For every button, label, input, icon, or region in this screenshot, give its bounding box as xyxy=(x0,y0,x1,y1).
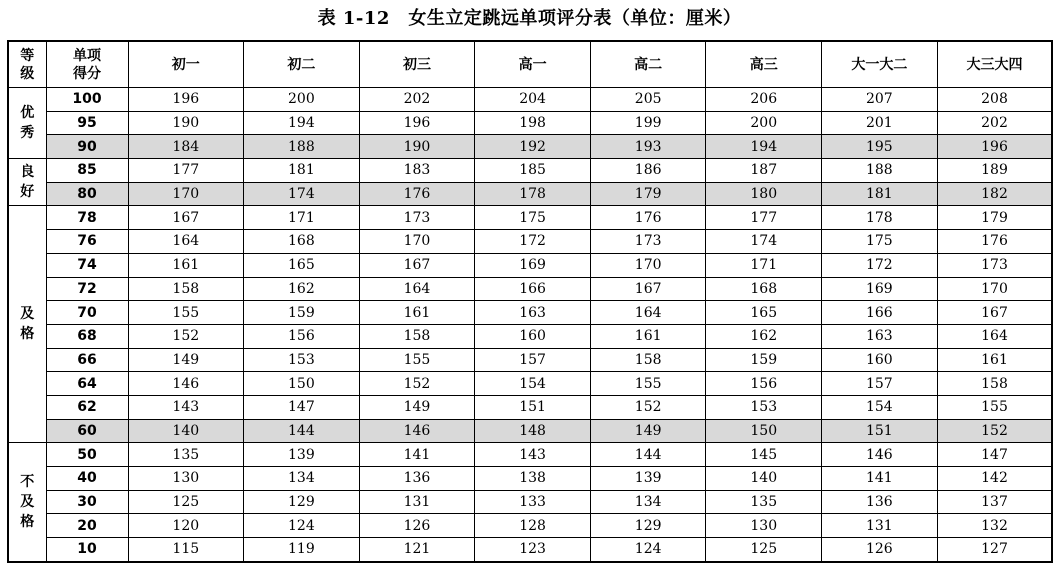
value-cell: 176 xyxy=(590,206,706,230)
score-cell: 76 xyxy=(46,230,128,254)
value-cell: 196 xyxy=(937,135,1052,159)
value-cell: 172 xyxy=(822,253,938,277)
value-cell: 198 xyxy=(475,111,591,135)
grade-cell xyxy=(8,159,46,206)
value-cell: 195 xyxy=(822,135,938,159)
value-cell: 202 xyxy=(937,111,1052,135)
value-cell: 202 xyxy=(359,88,475,112)
table-row xyxy=(8,348,1052,372)
value-cell: 160 xyxy=(822,348,938,372)
score-cell: 80 xyxy=(46,182,128,206)
value-cell: 207 xyxy=(822,88,938,112)
value-cell: 177 xyxy=(706,206,822,230)
value-cell: 167 xyxy=(128,206,244,230)
grade-char: 及 xyxy=(20,306,35,323)
grade-header-line: 等 xyxy=(20,47,35,64)
value-cell: 127 xyxy=(937,538,1052,562)
table-row xyxy=(8,324,1052,348)
value-cell: 148 xyxy=(475,419,591,443)
value-cell: 183 xyxy=(359,159,475,183)
value-cell: 164 xyxy=(937,324,1052,348)
value-cell: 174 xyxy=(706,230,822,254)
value-cell: 178 xyxy=(475,182,591,206)
scoring-table xyxy=(7,40,1053,563)
value-cell: 123 xyxy=(475,538,591,562)
score-cell: 72 xyxy=(46,277,128,301)
value-cell: 179 xyxy=(937,206,1052,230)
score-cell: 40 xyxy=(46,467,128,491)
value-cell: 152 xyxy=(590,395,706,419)
value-cell: 162 xyxy=(244,277,360,301)
value-cell: 184 xyxy=(128,135,244,159)
value-cell: 158 xyxy=(359,324,475,348)
value-cell: 156 xyxy=(706,372,822,396)
value-cell: 194 xyxy=(244,111,360,135)
table-row xyxy=(8,159,1052,183)
value-cell: 146 xyxy=(359,419,475,443)
value-cell: 146 xyxy=(128,372,244,396)
value-cell: 151 xyxy=(822,419,938,443)
value-cell: 134 xyxy=(244,467,360,491)
value-cell: 178 xyxy=(822,206,938,230)
grade-char: 优 xyxy=(20,105,35,122)
column-header: 初二 xyxy=(244,41,360,88)
column-header: 大一大二 xyxy=(822,41,938,88)
value-cell: 164 xyxy=(590,301,706,325)
value-cell: 124 xyxy=(244,514,360,538)
value-cell: 193 xyxy=(590,135,706,159)
value-cell: 149 xyxy=(590,419,706,443)
score-cell: 66 xyxy=(46,348,128,372)
value-cell: 168 xyxy=(706,277,822,301)
value-cell: 121 xyxy=(359,538,475,562)
score-cell: 20 xyxy=(46,514,128,538)
score-header xyxy=(46,41,128,88)
table-row xyxy=(8,467,1052,491)
grade-cell xyxy=(8,443,46,562)
value-cell: 190 xyxy=(128,111,244,135)
value-cell: 155 xyxy=(937,395,1052,419)
table-title: 表 1-12 女生立定跳远单项评分表（单位：厘米） xyxy=(317,8,742,29)
value-cell: 182 xyxy=(937,182,1052,206)
score-cell: 64 xyxy=(46,372,128,396)
value-cell: 179 xyxy=(590,182,706,206)
table-row xyxy=(8,135,1052,159)
value-cell: 170 xyxy=(128,182,244,206)
table-row xyxy=(8,514,1052,538)
grade-header xyxy=(8,41,46,88)
score-cell: 50 xyxy=(46,443,128,467)
value-cell: 167 xyxy=(359,253,475,277)
column-header: 初一 xyxy=(128,41,244,88)
value-cell: 141 xyxy=(822,467,938,491)
value-cell: 152 xyxy=(359,372,475,396)
value-cell: 150 xyxy=(706,419,822,443)
value-cell: 171 xyxy=(706,253,822,277)
value-cell: 158 xyxy=(590,348,706,372)
value-cell: 187 xyxy=(706,159,822,183)
value-cell: 177 xyxy=(128,159,244,183)
value-cell: 129 xyxy=(590,514,706,538)
value-cell: 129 xyxy=(244,490,360,514)
grade-char: 好 xyxy=(20,184,35,201)
value-cell: 161 xyxy=(937,348,1052,372)
score-cell: 10 xyxy=(46,538,128,562)
value-cell: 153 xyxy=(244,348,360,372)
value-cell: 146 xyxy=(822,443,938,467)
value-cell: 206 xyxy=(706,88,822,112)
value-cell: 176 xyxy=(937,230,1052,254)
value-cell: 130 xyxy=(706,514,822,538)
table-row xyxy=(8,419,1052,443)
value-cell: 158 xyxy=(937,372,1052,396)
value-cell: 132 xyxy=(937,514,1052,538)
value-cell: 140 xyxy=(706,467,822,491)
value-cell: 164 xyxy=(359,277,475,301)
value-cell: 154 xyxy=(822,395,938,419)
score-cell: 85 xyxy=(46,159,128,183)
table-row xyxy=(8,395,1052,419)
grade-char: 格 xyxy=(20,514,35,531)
value-cell: 159 xyxy=(244,301,360,325)
value-cell: 170 xyxy=(937,277,1052,301)
value-cell: 119 xyxy=(244,538,360,562)
value-cell: 141 xyxy=(359,443,475,467)
value-cell: 115 xyxy=(128,538,244,562)
value-cell: 173 xyxy=(590,230,706,254)
value-cell: 170 xyxy=(590,253,706,277)
value-cell: 173 xyxy=(937,253,1052,277)
score-cell: 95 xyxy=(46,111,128,135)
value-cell: 175 xyxy=(822,230,938,254)
score-header-line: 单项 xyxy=(73,47,101,64)
value-cell: 139 xyxy=(590,467,706,491)
score-cell: 62 xyxy=(46,395,128,419)
value-cell: 144 xyxy=(244,419,360,443)
value-cell: 181 xyxy=(244,159,360,183)
column-header: 高二 xyxy=(590,41,706,88)
value-cell: 173 xyxy=(359,206,475,230)
value-cell: 124 xyxy=(590,538,706,562)
value-cell: 176 xyxy=(359,182,475,206)
value-cell: 134 xyxy=(590,490,706,514)
value-cell: 156 xyxy=(244,324,360,348)
grade-header-line: 级 xyxy=(20,65,35,82)
column-header: 初三 xyxy=(359,41,475,88)
value-cell: 158 xyxy=(128,277,244,301)
value-cell: 149 xyxy=(359,395,475,419)
value-cell: 189 xyxy=(937,159,1052,183)
value-cell: 164 xyxy=(128,230,244,254)
table-body xyxy=(8,88,1052,562)
value-cell: 165 xyxy=(244,253,360,277)
value-cell: 145 xyxy=(706,443,822,467)
value-cell: 126 xyxy=(822,538,938,562)
value-cell: 186 xyxy=(590,159,706,183)
value-cell: 131 xyxy=(359,490,475,514)
score-cell: 30 xyxy=(46,490,128,514)
value-cell: 143 xyxy=(475,443,591,467)
value-cell: 167 xyxy=(937,301,1052,325)
value-cell: 205 xyxy=(590,88,706,112)
value-cell: 180 xyxy=(706,182,822,206)
value-cell: 137 xyxy=(937,490,1052,514)
table-row xyxy=(8,182,1052,206)
value-cell: 200 xyxy=(706,111,822,135)
value-cell: 171 xyxy=(244,206,360,230)
value-cell: 147 xyxy=(937,443,1052,467)
header-row xyxy=(8,41,1052,88)
value-cell: 181 xyxy=(822,182,938,206)
value-cell: 143 xyxy=(128,395,244,419)
value-cell: 161 xyxy=(359,301,475,325)
value-cell: 155 xyxy=(359,348,475,372)
score-header-line: 得分 xyxy=(73,65,101,82)
grade-char: 良 xyxy=(20,164,35,181)
value-cell: 155 xyxy=(590,372,706,396)
value-cell: 152 xyxy=(937,419,1052,443)
table-row xyxy=(8,88,1052,112)
table-row xyxy=(8,230,1052,254)
table-row xyxy=(8,206,1052,230)
value-cell: 135 xyxy=(706,490,822,514)
value-cell: 150 xyxy=(244,372,360,396)
value-cell: 130 xyxy=(128,467,244,491)
value-cell: 170 xyxy=(359,230,475,254)
value-cell: 125 xyxy=(128,490,244,514)
value-cell: 175 xyxy=(475,206,591,230)
table-row xyxy=(8,301,1052,325)
score-cell: 68 xyxy=(46,324,128,348)
table-row xyxy=(8,372,1052,396)
value-cell: 120 xyxy=(128,514,244,538)
value-cell: 172 xyxy=(475,230,591,254)
value-cell: 169 xyxy=(822,277,938,301)
value-cell: 166 xyxy=(822,301,938,325)
table-row xyxy=(8,277,1052,301)
value-cell: 155 xyxy=(128,301,244,325)
grade-char: 及 xyxy=(20,494,35,511)
value-cell: 161 xyxy=(128,253,244,277)
value-cell: 136 xyxy=(359,467,475,491)
grade-cell xyxy=(8,88,46,159)
value-cell: 149 xyxy=(128,348,244,372)
column-header: 高一 xyxy=(475,41,591,88)
value-cell: 190 xyxy=(359,135,475,159)
score-cell: 70 xyxy=(46,301,128,325)
value-cell: 126 xyxy=(359,514,475,538)
value-cell: 144 xyxy=(590,443,706,467)
value-cell: 128 xyxy=(475,514,591,538)
value-cell: 163 xyxy=(475,301,591,325)
value-cell: 174 xyxy=(244,182,360,206)
value-cell: 163 xyxy=(822,324,938,348)
value-cell: 136 xyxy=(822,490,938,514)
value-cell: 157 xyxy=(475,348,591,372)
score-cell: 74 xyxy=(46,253,128,277)
score-cell: 60 xyxy=(46,419,128,443)
value-cell: 154 xyxy=(475,372,591,396)
value-cell: 161 xyxy=(590,324,706,348)
value-cell: 199 xyxy=(590,111,706,135)
value-cell: 196 xyxy=(359,111,475,135)
table-row xyxy=(8,538,1052,562)
grade-char: 格 xyxy=(20,326,35,343)
value-cell: 147 xyxy=(244,395,360,419)
value-cell: 153 xyxy=(706,395,822,419)
value-cell: 135 xyxy=(128,443,244,467)
value-cell: 194 xyxy=(706,135,822,159)
value-cell: 162 xyxy=(706,324,822,348)
value-cell: 188 xyxy=(822,159,938,183)
column-header: 大三大四 xyxy=(937,41,1052,88)
value-cell: 165 xyxy=(706,301,822,325)
score-cell: 100 xyxy=(46,88,128,112)
table-row xyxy=(8,443,1052,467)
table-row xyxy=(8,490,1052,514)
column-header: 高三 xyxy=(706,41,822,88)
value-cell: 138 xyxy=(475,467,591,491)
table-row xyxy=(8,253,1052,277)
table-row xyxy=(8,111,1052,135)
score-cell: 78 xyxy=(46,206,128,230)
value-cell: 201 xyxy=(822,111,938,135)
value-cell: 196 xyxy=(128,88,244,112)
value-cell: 142 xyxy=(937,467,1052,491)
value-cell: 200 xyxy=(244,88,360,112)
value-cell: 166 xyxy=(475,277,591,301)
value-cell: 167 xyxy=(590,277,706,301)
value-cell: 151 xyxy=(475,395,591,419)
value-cell: 157 xyxy=(822,372,938,396)
value-cell: 168 xyxy=(244,230,360,254)
value-cell: 139 xyxy=(244,443,360,467)
value-cell: 169 xyxy=(475,253,591,277)
value-cell: 192 xyxy=(475,135,591,159)
value-cell: 131 xyxy=(822,514,938,538)
value-cell: 159 xyxy=(706,348,822,372)
value-cell: 185 xyxy=(475,159,591,183)
score-cell: 90 xyxy=(46,135,128,159)
grade-cell xyxy=(8,206,46,443)
value-cell: 140 xyxy=(128,419,244,443)
value-cell: 152 xyxy=(128,324,244,348)
value-cell: 208 xyxy=(937,88,1052,112)
value-cell: 125 xyxy=(706,538,822,562)
grade-char: 不 xyxy=(20,474,35,491)
grade-char: 秀 xyxy=(20,125,35,142)
value-cell: 204 xyxy=(475,88,591,112)
value-cell: 133 xyxy=(475,490,591,514)
value-cell: 188 xyxy=(244,135,360,159)
value-cell: 160 xyxy=(475,324,591,348)
